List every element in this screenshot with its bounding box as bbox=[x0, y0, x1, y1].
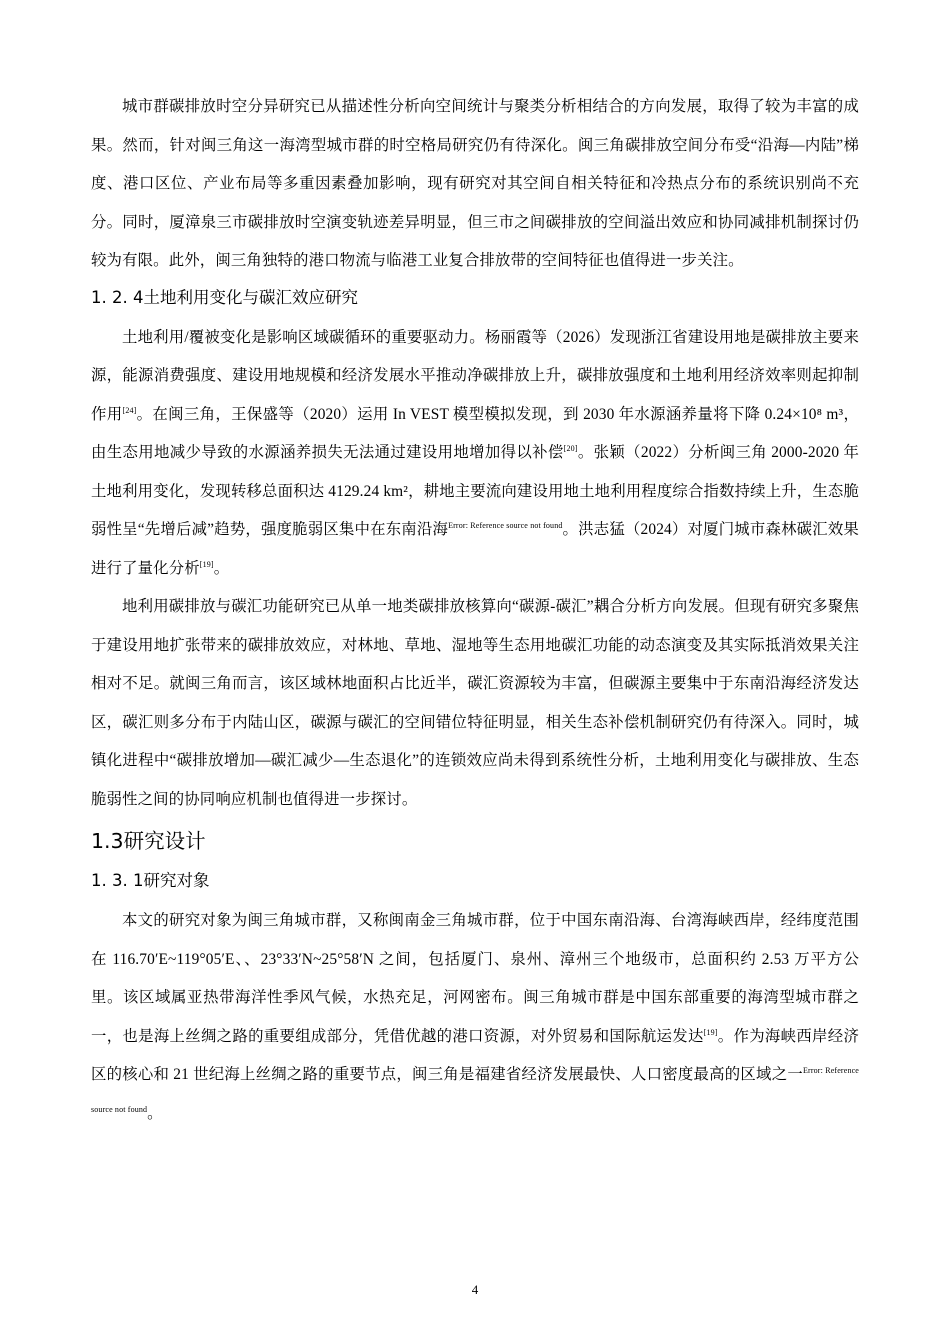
citation-19: [19] bbox=[703, 1027, 718, 1037]
heading-1-2-4: 1. 2. 4土地利用变化与碳汇效应研究 bbox=[91, 287, 358, 307]
heading-1-3-1: 1. 3. 1研究对象 bbox=[91, 871, 210, 890]
paragraph-urban-cluster-emissions: 城市群碳排放时空分异研究已从描述性分析向空间统计与聚类分析相结合的方向发展，取得了较为丰富的成果。然而，针对闽三角这一海湾型城市群的时空格局研究仍有待深化。闽三角碳排放空间分布受“沿海—内陆”梯度、港口区位、产业布局等多重因素叠加影响，现有研究对其空间自相关特征和冷热点分布的系统识别尚不充分。同时，厦漳泉三市碳排放时空演变轨迹差异明显，但三市之间碳排放的空间溢出效应和协同减排机制探讨仍较为有限。此外，闽三角独特的港口物流与临港工业复合排放带的空间特征也值得进一步关注。 bbox=[91, 98, 859, 269]
paragraph-text: 。 bbox=[147, 1104, 163, 1122]
paragraph-text: 。张颖（2022）分析闽三角 2000-2020 年土地利用变化，发现转移总面积达 4129.24 km²，耕地主要流向建设用地土地利用程度综合指数持续上升，生态脆弱性呈“先增后减”趋势，强度脆弱区集中在东南沿海 bbox=[91, 444, 859, 538]
citation-20: [20] bbox=[563, 444, 578, 453]
paragraph-text: 。作为海峡西岸经济区的核心和 21 世纪海上丝绸之路的重要节点，闽三角是福建省经济发展最快、人口密度最高的区域之一 bbox=[91, 1027, 859, 1083]
paragraph-text: 。洪志猛（2024）对厦门城市森林碳汇效果进行了量化分析 bbox=[91, 521, 859, 577]
paragraph-text: 土地利用/覆被变化是影响区域碳循环的重要驱动力。杨丽霞等（2026）发现浙江省建设用地是碳排放主要来源，能源消费强度、建设用地规模和经济发展水平推动净碳排放上升，碳排放强度和土地利用经济效率则起抑制作用 bbox=[91, 328, 859, 423]
paragraph-land-use-change bbox=[91, 319, 859, 589]
citation-24: [24] bbox=[122, 405, 137, 415]
citation-error-reference: Error: Reference source not found bbox=[448, 521, 563, 530]
citation-19: [19] bbox=[199, 559, 214, 569]
page-number: 4 bbox=[471, 1282, 479, 1297]
paragraph-text: 。在闽三角，王保盛等（2020）运用 In VEST 模型模拟发现，到 2030 年水源涵养量将下降 0.24×10⁸ m³，由生态用地减少导致的水源涵养损失无法通过建设用地增加得以补偿 bbox=[91, 405, 859, 461]
paragraph-text: 本文的研究对象为闽三角城市群，又称闽南金三角城市群，位于中国东南沿海、台湾海峡西岸，经纬度范围在 116.70′E~119°05′E、、23°33′N~25°58′N 之间，包括厦门、泉州、漳州三个地级市，总面积约 2.53 万平方公里。该区域属亚热带海洋性季风气候，水热充足，河网密布。闽三角城市群是中国东部重要的海湾型城市群之一，也是海上丝绸之路的重要组成部分，凭借优越的港口资源，对外贸易和国际航运发达 bbox=[91, 912, 859, 1045]
paragraph-text: 。 bbox=[213, 559, 230, 577]
paragraph-study-area bbox=[91, 902, 859, 1133]
page-body bbox=[91, 88, 859, 1133]
citation-error-reference: Error: Reference source not found bbox=[91, 1066, 860, 1114]
heading-1-3: 1.3研究设计 bbox=[91, 829, 206, 853]
paragraph-carbon-sink-research: 地利用碳排放与碳汇功能研究已从单一地类碳排放核算向“碳源-碳汇”耦合分析方向发展。但现有研究多聚焦于建设用地扩张带来的碳排放效应，对林地、草地、湿地等生态用地碳汇功能的动态演变及其实际抵消效果关注相对不足。就闽三角而言，该区域林地面积占比近半，碳汇资源较为丰富，但碳源主要集中于东南沿海经济发达区，碳汇则多分布于内陆山区，碳源与碳汇的空间错位特征明显，相关生态补偿机制研究仍有待深入。同时，城镇化进程中“碳排放增加—碳汇减少—生态退化”的连锁效应尚未得到系统性分析，土地利用变化与碳排放、生态脆弱性之间的协同响应机制也值得进一步探讨。 bbox=[91, 598, 859, 808]
